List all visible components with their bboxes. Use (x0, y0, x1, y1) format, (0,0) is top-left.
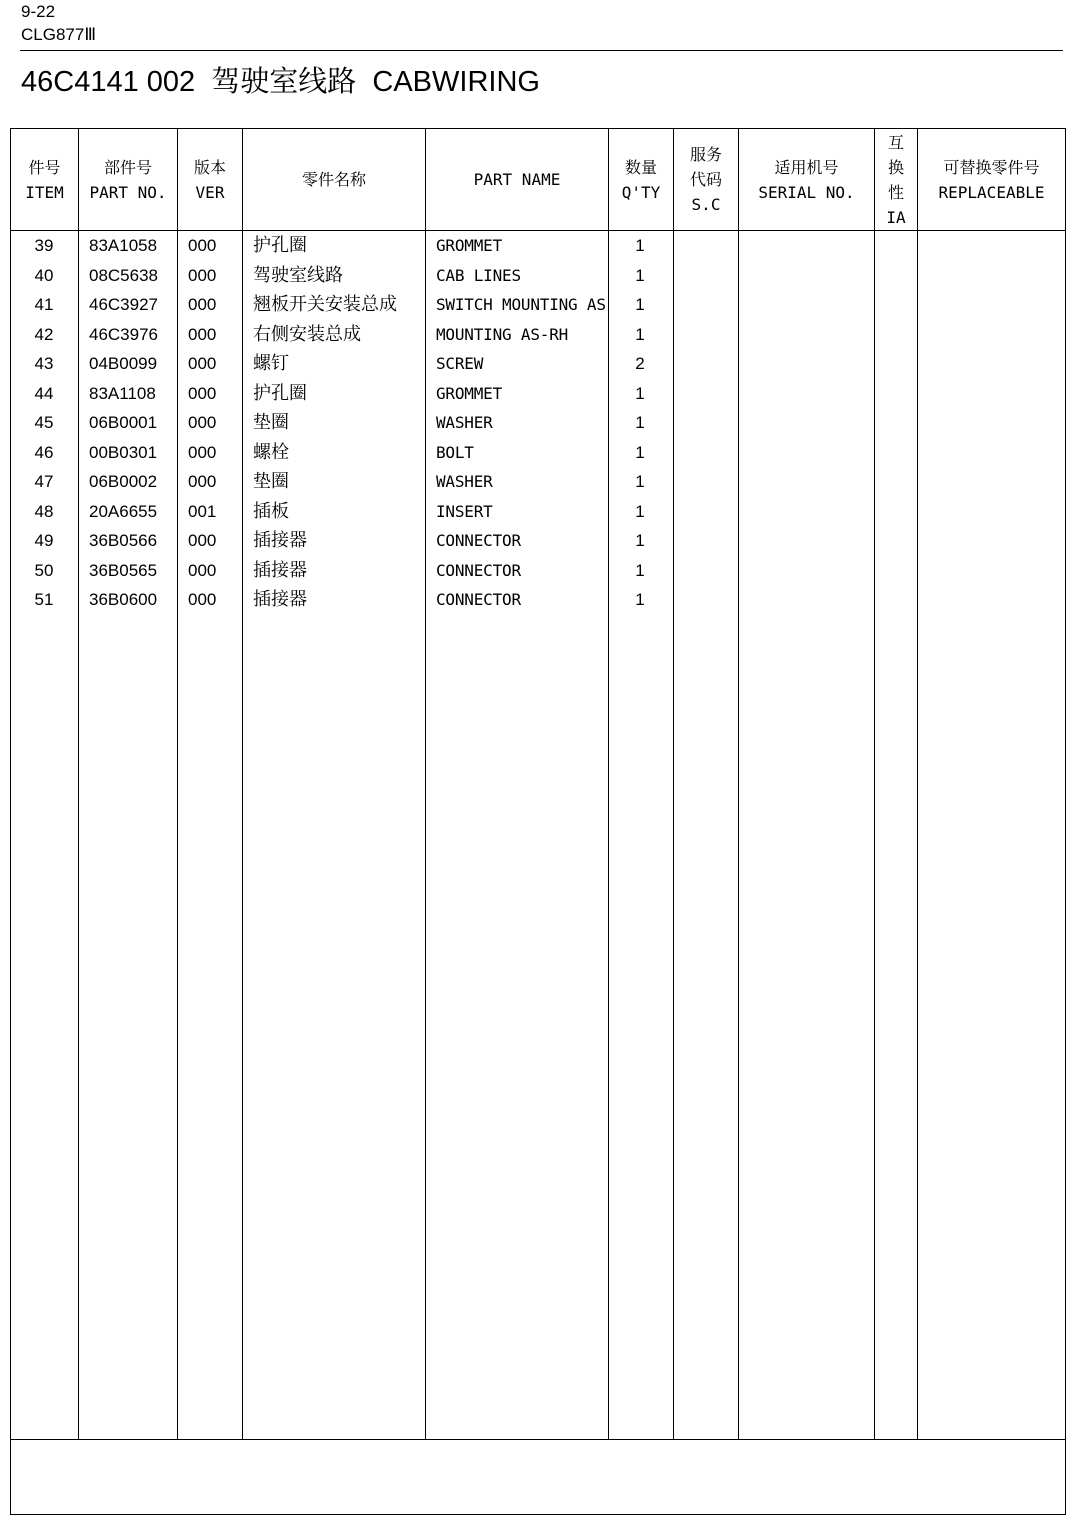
part-number: 00B0301 (89, 442, 158, 462)
part-name-cn: 垫圈 (253, 471, 289, 492)
part-name-en: CONNECTOR (436, 531, 521, 550)
item-number: 40 (34, 265, 54, 285)
header-serial-en: SERIAL NO. (758, 182, 855, 202)
quantity: 1 (635, 265, 645, 285)
header-serial (739, 129, 874, 230)
part-name-cn: 插接器 (253, 530, 307, 551)
part-name-en: CONNECTOR (436, 590, 521, 609)
header-name-cn (243, 129, 425, 230)
table-row (10, 320, 1066, 350)
part-number: 04B0099 (89, 354, 158, 373)
header-item (11, 129, 78, 230)
header-part-no-cn: 部件号 (103, 157, 152, 177)
item-number: 48 (34, 501, 54, 521)
item-number: 47 (34, 472, 54, 491)
quantity: 1 (635, 236, 645, 255)
part-name-en: WASHER (436, 413, 493, 432)
part-name-cn: 护孔圈 (253, 382, 307, 404)
quantity: 1 (635, 324, 645, 344)
version: 000 (188, 324, 217, 344)
header-sc-line3: S.C (691, 195, 721, 214)
item-number: 45 (34, 413, 54, 432)
part-name-en: WASHER (436, 472, 493, 491)
version: 000 (188, 383, 217, 403)
part-number: 36B0566 (89, 531, 158, 550)
part-number: 20A6655 (89, 501, 158, 521)
table-row (10, 438, 1066, 468)
table-row (10, 497, 1066, 527)
part-name-cn: 驾驶室线路 (253, 264, 343, 286)
header-name-cn-text: 零件名称 (301, 170, 366, 189)
header-name-en-text: PART NAME (473, 170, 561, 189)
header-sc-line1: 服务 (689, 145, 722, 164)
table-row (10, 467, 1066, 497)
quantity: 1 (635, 442, 645, 462)
header-sc (674, 129, 738, 230)
header-item-cn: 件号 (28, 157, 61, 177)
part-number: 83A1108 (89, 383, 156, 403)
part-name-en: SCREW (436, 354, 484, 373)
version: 000 (188, 531, 217, 550)
header-ia-line1: 互 (887, 132, 904, 152)
part-name-cn: 插接器 (253, 589, 307, 610)
header-qty (609, 129, 673, 230)
item-number: 43 (34, 354, 54, 373)
table-row (10, 556, 1066, 586)
part-name-en: GROMMET (436, 383, 503, 403)
part-name-en: GROMMET (436, 236, 503, 255)
version: 000 (188, 560, 217, 580)
part-number: 36B0565 (89, 560, 158, 580)
header-ia (875, 129, 917, 230)
version: 000 (188, 442, 217, 462)
quantity: 1 (635, 560, 645, 580)
part-name-cn: 插接器 (253, 559, 307, 581)
part-number: 46C3927 (89, 295, 159, 314)
quantity: 1 (635, 383, 645, 403)
item-number: 44 (34, 383, 54, 403)
version: 000 (188, 295, 217, 314)
part-number: 08C5638 (89, 265, 159, 285)
table-row (10, 349, 1066, 379)
version: 000 (188, 413, 217, 432)
version: 000 (188, 265, 217, 285)
part-number: 46C3976 (89, 324, 159, 344)
part-name-en: BOLT (436, 442, 474, 462)
part-name-cn: 翘板开关安装总成 (253, 294, 397, 315)
header-ver-en: VER (195, 182, 225, 202)
header-part-no-en: PART NO. (89, 182, 167, 202)
header-divider (20, 50, 1063, 51)
header-qty-cn: 数量 (624, 157, 657, 177)
item-number: 50 (34, 560, 54, 580)
part-name-en: SWITCH MOUNTING AS (436, 295, 606, 314)
table-row (10, 379, 1066, 409)
part-name-en: CONNECTOR (436, 560, 521, 580)
table-row (10, 408, 1066, 438)
header-serial-cn: 适用机号 (774, 157, 839, 177)
page-number: 9-22 (21, 2, 56, 21)
part-name-cn: 螺钉 (253, 353, 289, 374)
part-name-cn: 护孔圈 (253, 235, 307, 256)
item-number: 42 (34, 324, 54, 344)
header-sc-line2: 代码 (689, 170, 722, 189)
header-ver (178, 129, 242, 230)
quantity: 1 (635, 295, 645, 314)
table-row (10, 261, 1066, 291)
version: 001 (188, 501, 217, 521)
header-ver-cn: 版本 (193, 157, 226, 177)
part-name-cn: 垫圈 (253, 412, 289, 433)
part-name-en: MOUNTING AS-RH (436, 324, 569, 344)
quantity: 1 (635, 472, 645, 491)
header-ia-line3: 性 (887, 182, 904, 202)
page-title: 46C4141 002 驾驶室线路 CABWIRING (21, 66, 540, 98)
model-label: CLG877Ⅲ (21, 25, 97, 44)
item-number: 41 (34, 295, 54, 314)
table-row (10, 585, 1066, 615)
header-replaceable-en: REPLACEABLE (938, 182, 1045, 202)
part-name-cn: 右侧安装总成 (253, 323, 361, 345)
quantity: 1 (635, 501, 645, 521)
part-number: 06B0002 (89, 472, 158, 491)
header-qty-en: Q'TY (621, 182, 661, 202)
table-row (10, 231, 1066, 261)
quantity: 1 (635, 590, 645, 609)
quantity: 2 (635, 354, 645, 373)
header-replaceable-cn: 可替换零件号 (943, 157, 1040, 177)
version: 000 (188, 354, 217, 373)
item-number: 39 (34, 236, 54, 255)
header-replaceable (918, 129, 1065, 230)
header-ia-line4: IA (886, 207, 906, 227)
version: 000 (188, 236, 217, 255)
header-name-en (426, 129, 608, 230)
part-number: 36B0600 (89, 590, 158, 609)
table-row (10, 526, 1066, 556)
part-name-en: INSERT (436, 501, 493, 521)
quantity: 1 (635, 531, 645, 550)
header-part-no (79, 129, 177, 230)
version: 000 (188, 590, 217, 609)
quantity: 1 (635, 413, 645, 432)
item-number: 46 (34, 442, 54, 462)
parts-table-body (10, 231, 1066, 615)
part-name-cn: 插板 (253, 500, 289, 522)
header-ia-line2: 换 (887, 157, 904, 177)
part-number: 83A1058 (89, 236, 158, 255)
footer-divider (10, 1439, 1066, 1440)
table-row (10, 290, 1066, 320)
part-name-en: CAB LINES (436, 265, 521, 285)
item-number: 49 (34, 531, 54, 550)
part-name-cn: 螺栓 (253, 441, 289, 463)
item-number: 51 (34, 590, 54, 609)
part-number: 06B0001 (89, 413, 158, 432)
version: 000 (188, 472, 217, 491)
header-item-en: ITEM (25, 182, 64, 202)
